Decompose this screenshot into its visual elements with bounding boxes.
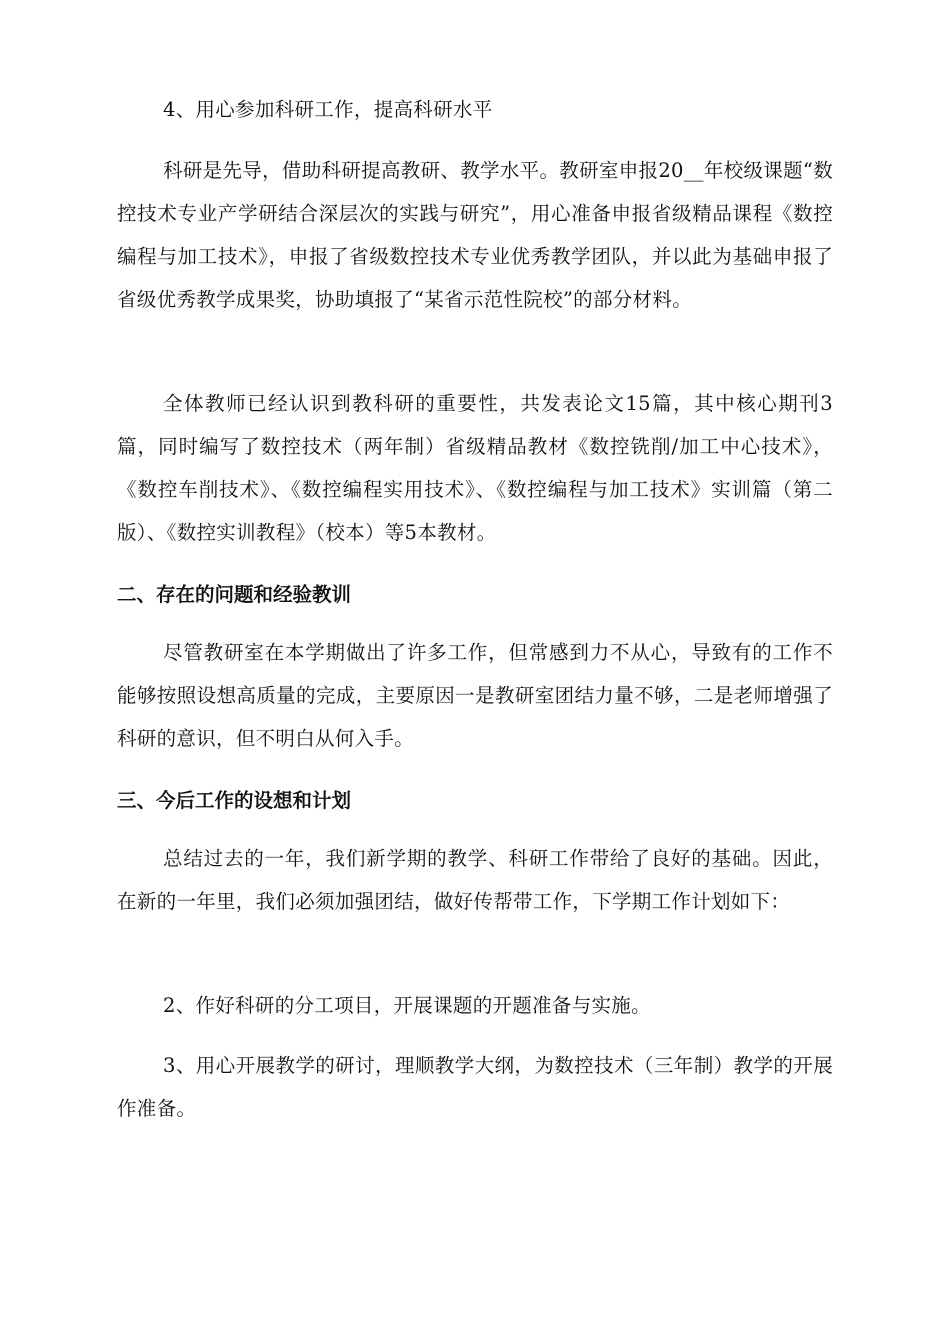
section-heading-plans: 三、今后工作的设想和计划 — [117, 789, 352, 812]
paragraph-publications: 全体教师已经认识到教科研的重要性，共发表论文15篇，其中核心期刊3篇，同时编写了数控技术（两年制）省级精品教材《数控铣削/加工中心技术》，《数控车削技术》、《数控编程实用技术》、《数控编程与加工技术》实训篇（第二版）、《数控实训教程》（校本）等5本教材。 — [117, 392, 833, 544]
paragraph-research-leads: 科研是先导，借助科研提高教研、教学水平。教研室申报20__年校级课题“数控技术专业产学研结合深层次的实践与研究”，用心准备申报省级精品课程《数控编程与加工技术》，申报了省级数控技术专业优秀教学团队，并以此为基础申报了省级优秀教学成果奖，协助填报了“某省示范性院校”的部分材料。 — [117, 159, 833, 311]
paragraph-research-item-4: 4、用心参加科研工作，提高科研水平 — [163, 98, 493, 121]
section-heading-problems: 二、存在的问题和经验教训 — [117, 583, 352, 606]
paragraph-problems: 尽管教研室在本学期做出了许多工作，但常感到力不从心，导致有的工作不能够按照设想高质量的完成，主要原因一是教研室团结力量不够，二是老师增强了科研的意识，但不明白从何入手。 — [117, 641, 833, 750]
paragraph-plan-intro: 总结过去的一年，我们新学期的教学、科研工作带给了良好的基础。因此，在新的一年里，我们必须加强团结，做好传帮带工作，下学期工作计划如下： — [117, 847, 833, 913]
paragraph-plan-item-3: 3、用心开展教学的研讨，理顺教学大纲，为数控技术（三年制）教学的开展作准备。 — [117, 1054, 833, 1120]
paragraph-plan-item-2: 2、作好科研的分工项目，开展课题的开题准备与实施。 — [163, 994, 651, 1017]
